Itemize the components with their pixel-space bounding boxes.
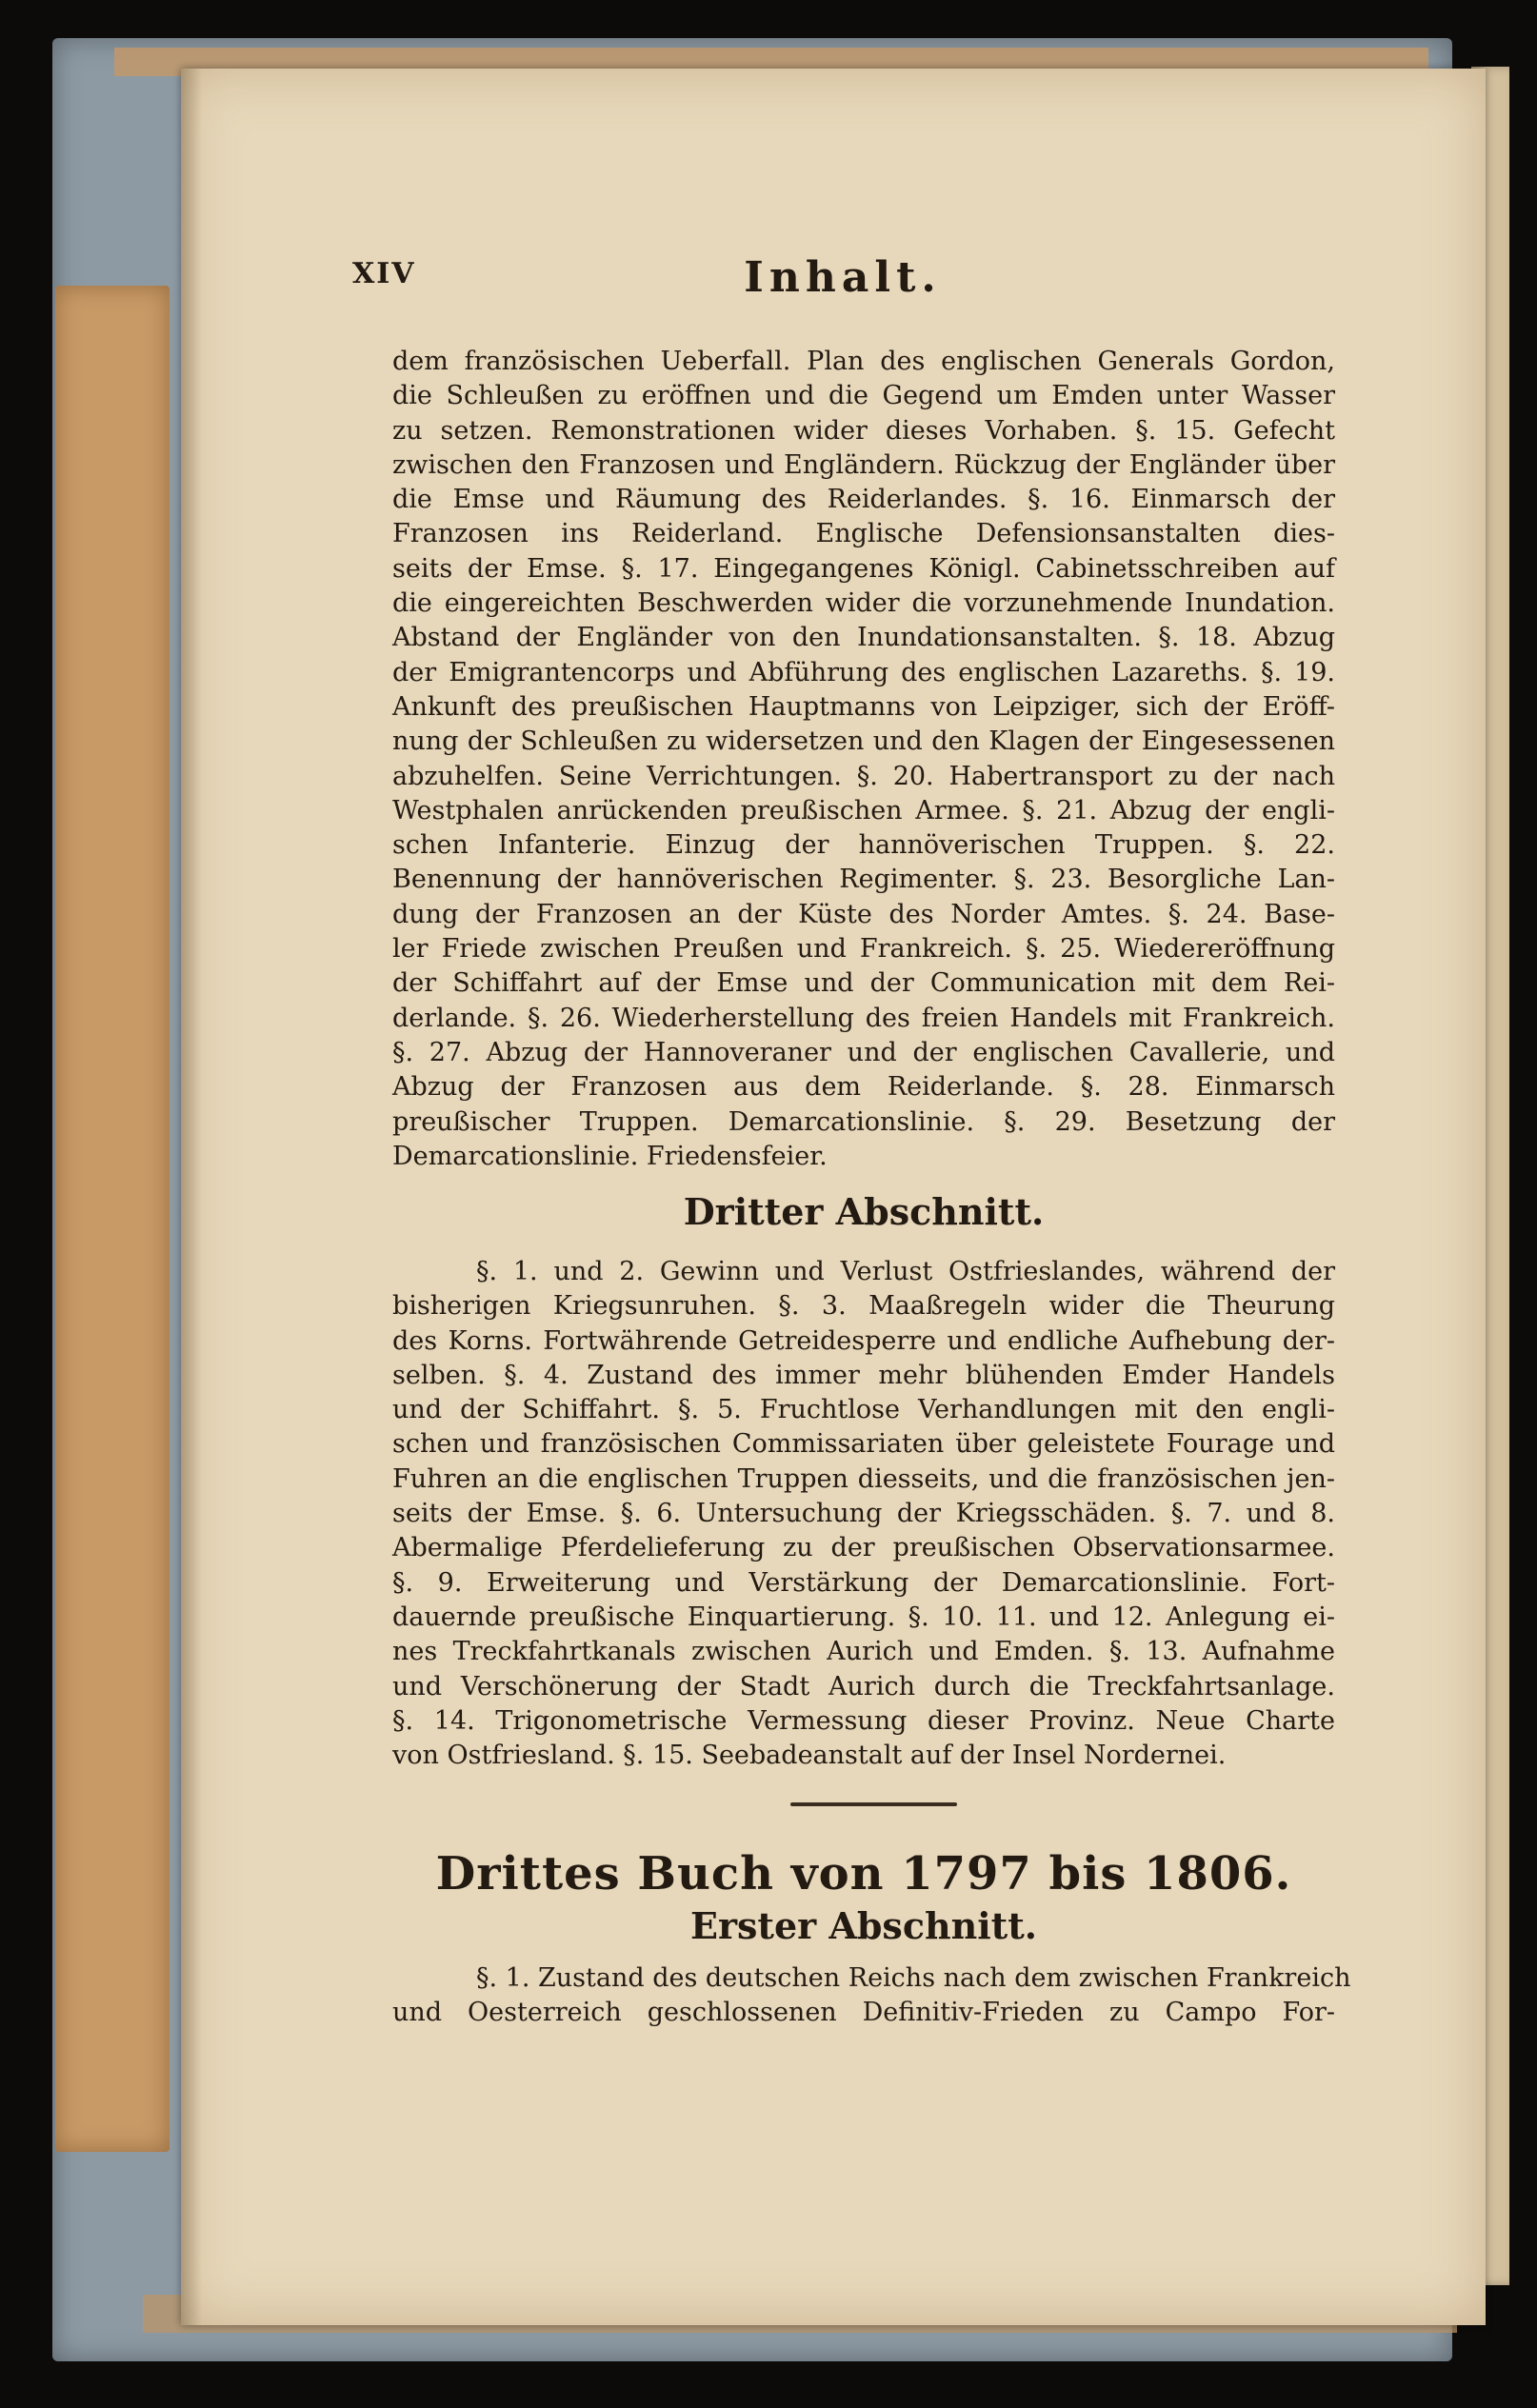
section-heading-erster-abschnitt: Erster Abschnitt. (690, 1904, 1037, 1947)
text-line: dem französischen Ueberfall. Plan des englischen Generals Gordon, (392, 347, 1335, 376)
text-line: Abermalige Pferdelieferung zu der preußischen Observationsarmee. (392, 1533, 1335, 1563)
text-line: schen und französischen Commissariaten über geleistete Fourage und (392, 1429, 1335, 1460)
text-line: und Verschönerung der Stadt Aurich durch die Treckfahrtsanlage. (392, 1671, 1335, 1702)
page-number: XIV (352, 257, 416, 290)
text-line: selben. §. 4. Zustand des immer mehr blühenden Emder Handels (392, 1360, 1335, 1390)
dritter-abschnitt-text (392, 1255, 1335, 1773)
cover-spine-band (55, 286, 170, 2152)
text-line: des Korns. Fortwährende Getreidesperre und endliche Aufhebung der- (392, 1325, 1335, 1356)
text-line: seits der Emse. §. 6. Untersuchung der Kriegsschäden. §. 7. und 8. (392, 1499, 1335, 1529)
text-line: der Emigrantencorps und Abführung des englischen Lazareths. §. 19. (392, 657, 1335, 687)
page-gutter-shadow (181, 69, 202, 2325)
text-line: zu setzen. Remonstrationen wider dieses Vorhaben. §. 15. Gefecht (392, 415, 1335, 446)
text-line: und der Schiffahrt. §. 5. Fruchtlose Verhandlungen mit den engli- (392, 1395, 1335, 1425)
text-line: derlande. §. 26. Wiederherstellung des freien Handels mit Frankreich. (392, 1003, 1335, 1033)
text-line: §. 1. Zustand des deutschen Reichs nach dem zwischen Frankreich (476, 1963, 1351, 1993)
text-line: nung der Schleußen zu widersetzen und den Klagen der Eingesessenen (392, 726, 1335, 757)
text-line: §. 27. Abzug der Hannoveraner und der englischen Cavallerie, und (392, 1037, 1335, 1067)
text-line: Benennung der hannöverischen Regimenter. §. 23. Besorgliche Lan- (392, 865, 1335, 895)
text-line: §. 1. und 2. Gewinn und Verlust Ostfrieslandes, während der (476, 1257, 1335, 1286)
text-line: bisherigen Kriegsunruhen. §. 3. Maaßregeln wider die Theurung (392, 1291, 1335, 1322)
text-line: preußischer Truppen. Demarcationslinie. §. 29. Besetzung der (392, 1106, 1335, 1137)
text-line: Fuhren an die englischen Truppen diesseits, und die französischen jen- (392, 1463, 1335, 1494)
text-line: nes Treckfahrtkanals zwischen Aurich und Emden. §. 13. Aufnahme (392, 1637, 1335, 1667)
text-line: §. 14. Trigonometrische Vermessung dieser Provinz. Neue Charte (392, 1705, 1335, 1736)
text-line: und Oesterreich geschlossenen Definitiv-Frieden zu Campo For- (392, 1998, 1335, 2028)
text-line: die eingereichten Beschwerden wider die vorzunehmende Inundation. (392, 588, 1335, 619)
running-head (352, 253, 1333, 305)
section-divider-rule (790, 1802, 957, 1806)
book-heading-drittes-buch: Drittes Buch von 1797 bis 1806. (435, 1847, 1292, 1901)
text-line: zwischen den Franzosen und Engländern. Rückzug der Engländer über (392, 449, 1335, 480)
text-line: der Schiffahrt auf der Emse und der Communication mit dem Rei- (392, 968, 1335, 999)
text-line: die Emse und Räumung des Reiderlandes. §. 16. Einmarsch der (392, 485, 1335, 515)
erster-abschnitt-text (392, 1961, 1351, 2031)
running-title: Inhalt. (744, 253, 942, 302)
text-line: §. 9. Erweiterung und Verstärkung der Demarcationslinie. Fort- (392, 1567, 1335, 1598)
text-line: von Ostfriesland. §. 15. Seebadeanstalt auf der Insel Nordernei. (392, 1741, 1227, 1771)
text-line: Abzug der Franzosen aus dem Reiderlande. §. 28. Einmarsch (392, 1072, 1335, 1103)
text-line: Westphalen anrückenden preußischen Armee. §. 21. Abzug der engli- (392, 795, 1335, 826)
text-line: Ankunft des preußischen Hauptmanns von Leipziger, sich der Eröff- (392, 691, 1335, 722)
text-line: dauernde preußische Einquartierung. §. 10. 11. und 12. Anlegung ei- (392, 1602, 1335, 1632)
text-line: schen Infanterie. Einzug der hannöverischen Truppen. §. 22. (392, 830, 1335, 861)
text-line: Abstand der Engländer von den Inundationsanstalten. §. 18. Abzug (392, 623, 1335, 653)
section-heading-dritter-abschnitt: Dritter Abschnitt. (683, 1190, 1045, 1233)
text-line: seits der Emse. §. 17. Eingegangenes Königl. Cabinetsschreiben auf (392, 553, 1335, 584)
section-continued-text (392, 345, 1335, 1174)
text-line: Demarcationslinie. Friedensfeier. (392, 1141, 828, 1171)
text-line: abzuhelfen. Seine Verrichtungen. §. 20. Habertransport zu der nach (392, 761, 1335, 791)
text-line: Franzosen ins Reiderland. Englische Defensionsanstalten dies- (392, 519, 1335, 549)
text-line: dung der Franzosen an der Küste des Norder Amtes. §. 24. Base- (392, 899, 1335, 929)
text-line: ler Friede zwischen Preußen und Frankreich. §. 25. Wiedereröffnung (392, 934, 1335, 965)
text-line: die Schleußen zu eröffnen und die Gegend um Emden unter Wasser (392, 381, 1335, 411)
